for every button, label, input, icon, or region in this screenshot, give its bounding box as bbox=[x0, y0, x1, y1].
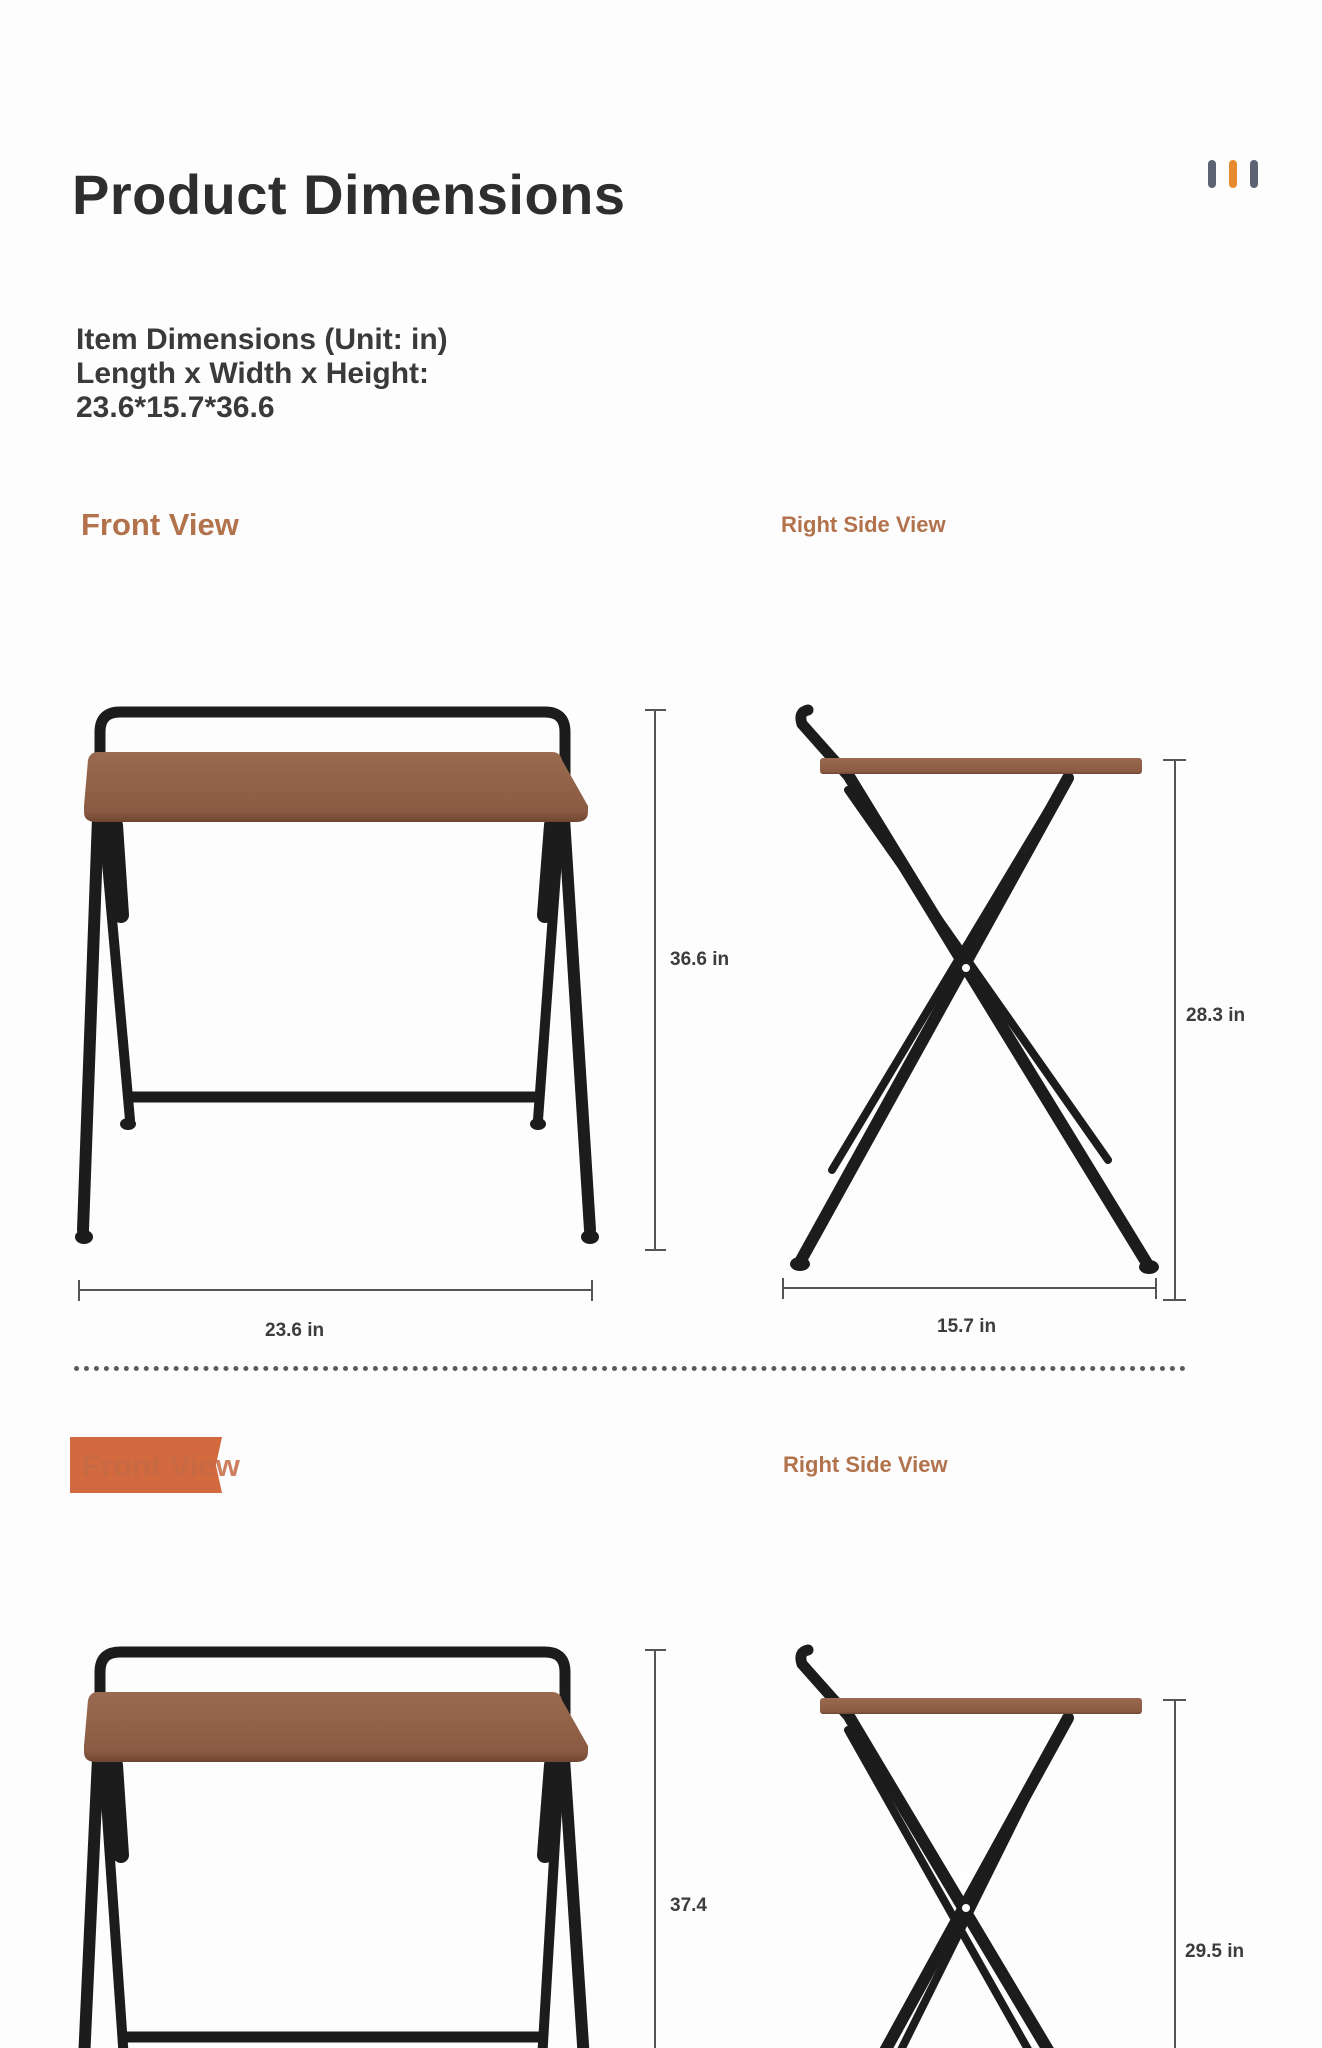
front-view-label: Front View bbox=[81, 507, 239, 542]
right-side-view-label-2: Right Side View bbox=[783, 1452, 948, 1477]
section-divider bbox=[74, 1366, 1186, 1371]
front-view-tabletop-2 bbox=[84, 1692, 588, 1762]
front-dimension-lines-2 bbox=[645, 1650, 666, 2048]
side-dimension-lines-2 bbox=[1163, 1700, 1186, 2048]
front-height-dimension: 36.6 in bbox=[670, 949, 730, 970]
specs-values-line: 23.6*15.7*36.6 bbox=[76, 391, 275, 424]
front-view-label-2: Front View bbox=[82, 1448, 240, 1483]
front-height-dimension-2: 37.4 bbox=[670, 1895, 707, 1916]
side-height-dimension: 28.3 in bbox=[1186, 1005, 1246, 1026]
side-view-tabletop-2 bbox=[820, 1698, 1142, 1714]
specs-axes-line: Length x Width x Height: bbox=[76, 357, 430, 390]
side-width-dimension: 15.7 in bbox=[937, 1316, 997, 1337]
front-width-dimension: 23.6 in bbox=[265, 1320, 325, 1341]
page-title: Product Dimensions bbox=[72, 163, 626, 226]
side-view-table-illustration bbox=[790, 710, 1159, 1274]
front-view-tabletop bbox=[84, 752, 588, 822]
specs-unit-line: Item Dimensions (Unit: in) bbox=[76, 323, 448, 356]
right-side-view-label: Right Side View bbox=[781, 512, 946, 537]
side-height-dimension-2: 29.5 in bbox=[1185, 1941, 1245, 1962]
side-view-tabletop bbox=[820, 758, 1142, 774]
